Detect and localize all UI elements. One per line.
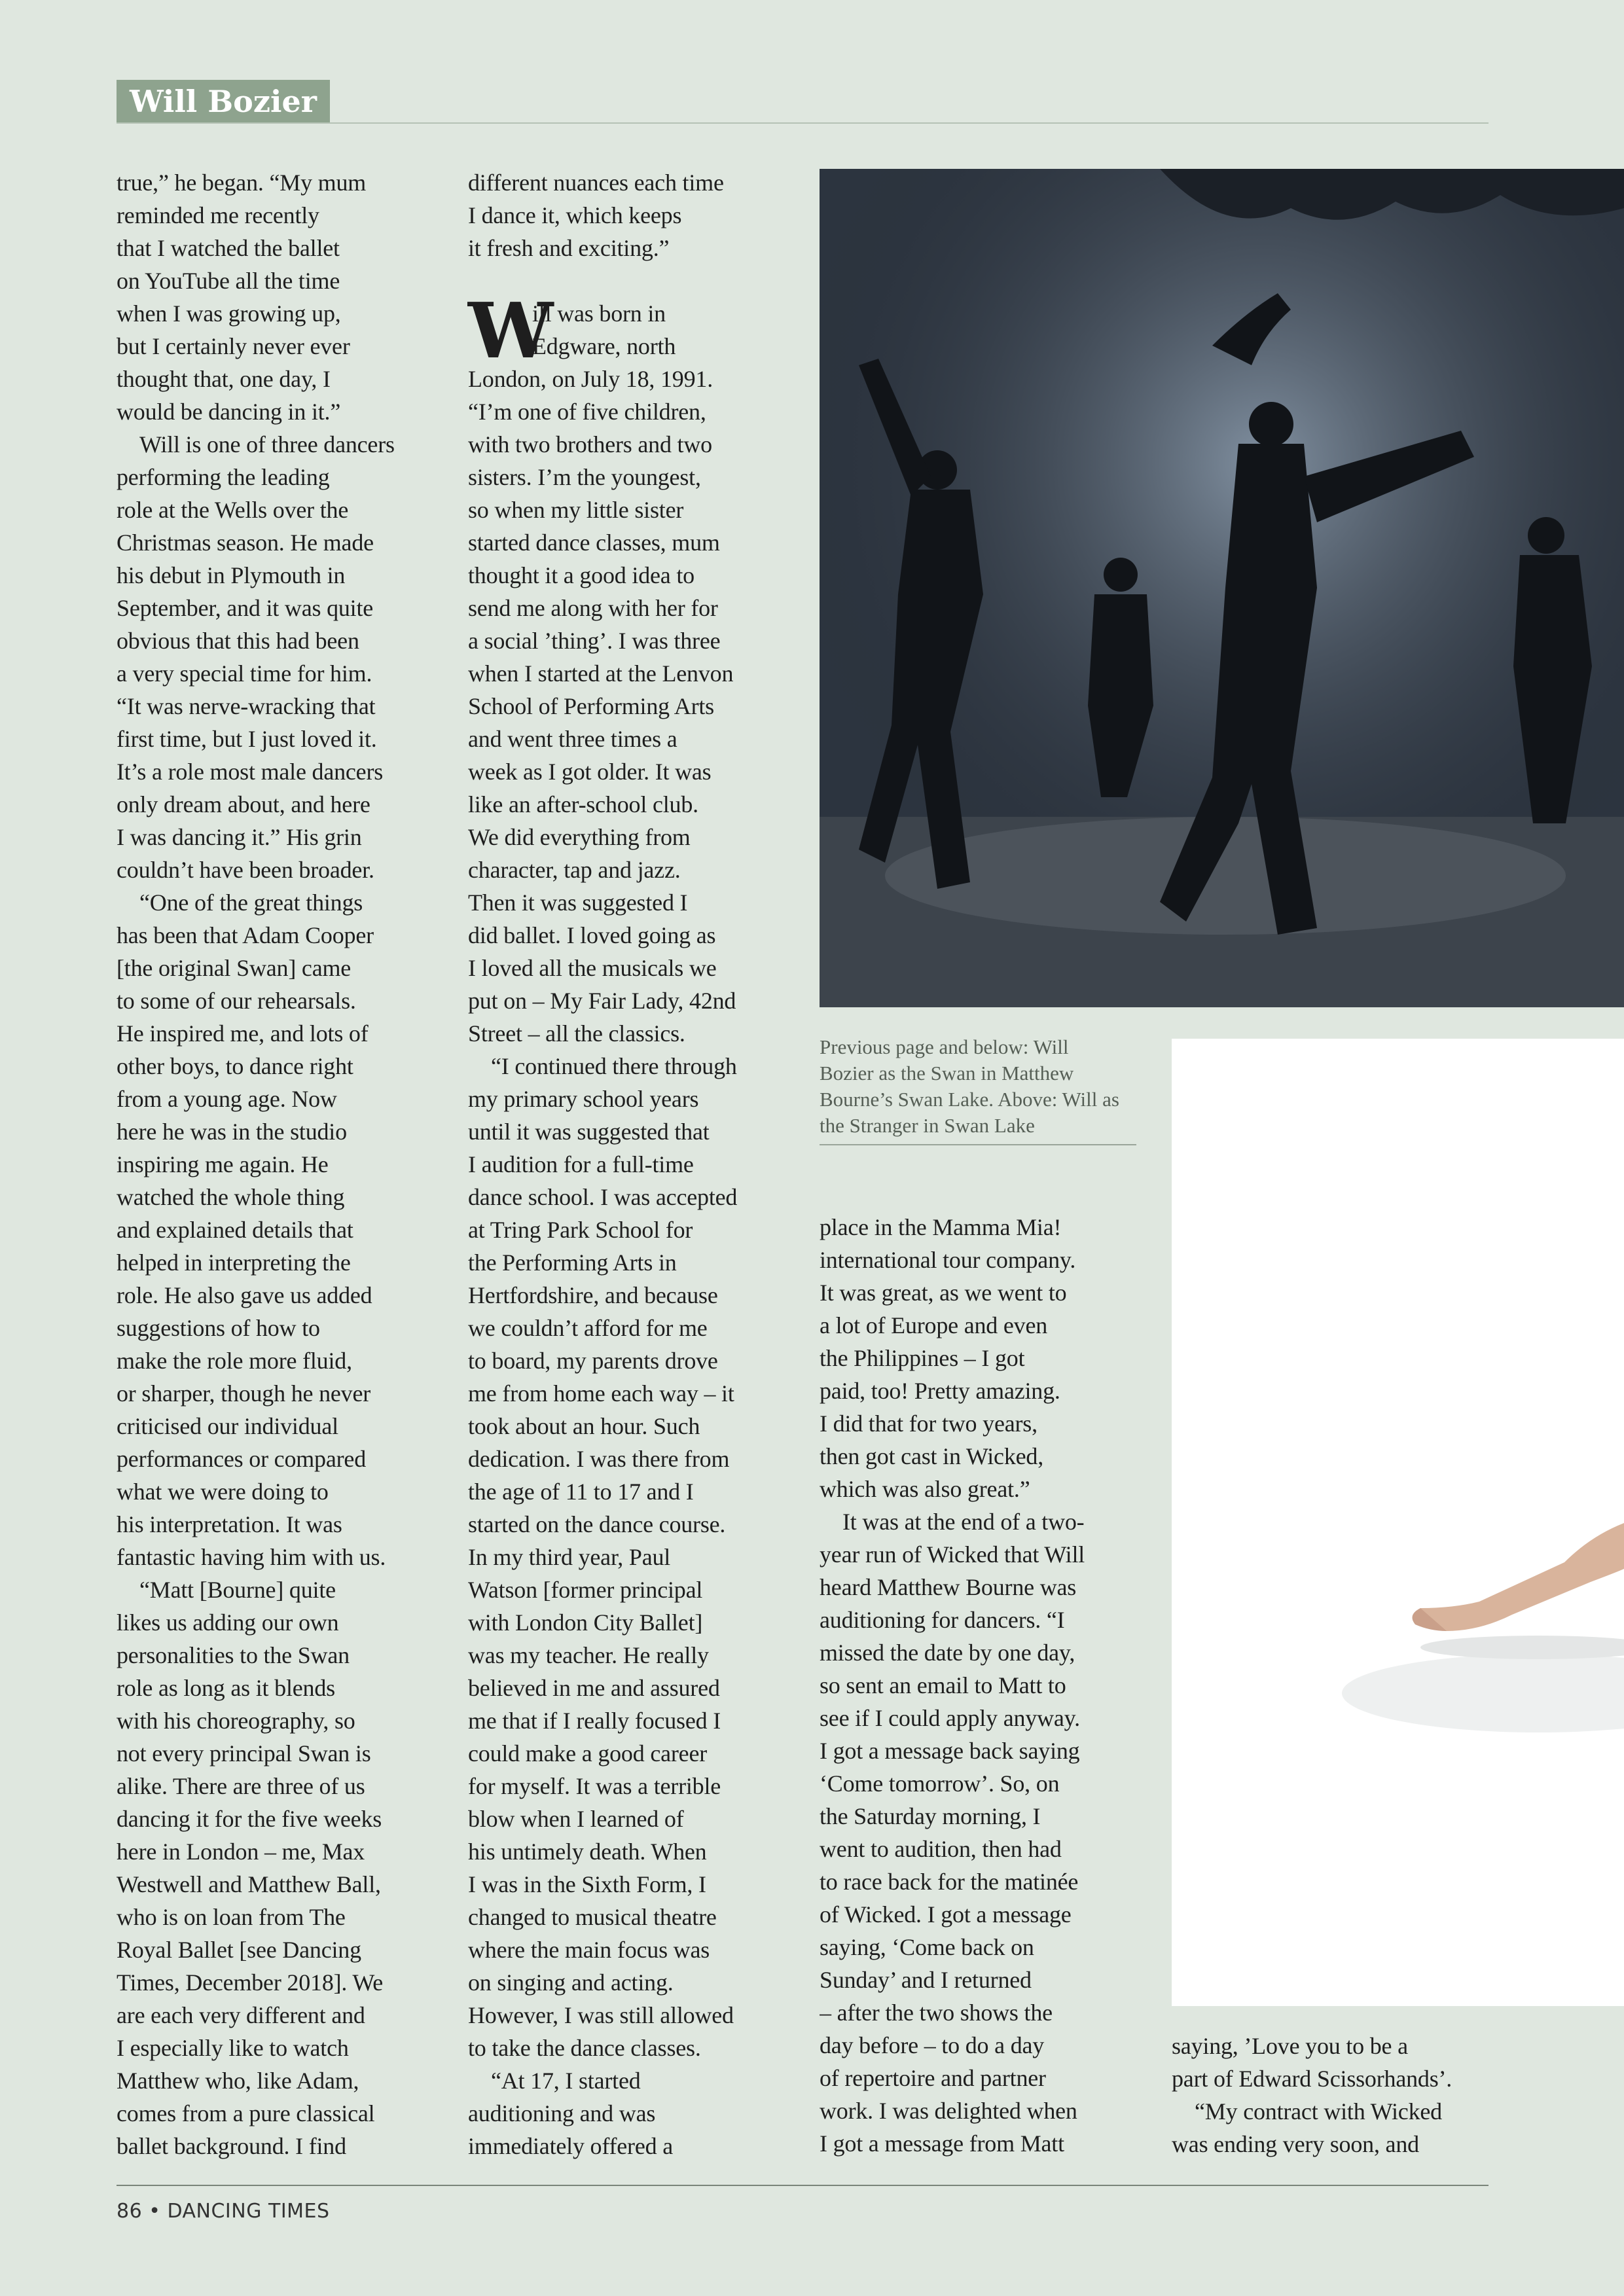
text-line: School of Performing Arts [468,693,714,719]
text-line: when I started at the Lenvon [468,660,734,687]
text-line: the Performing Arts in [468,1249,677,1276]
text-line: role as long as it blends [117,1675,335,1701]
article-column-3 [820,1211,1147,2160]
text-line: work. I was delighted when [820,2098,1077,2124]
column-2-body [468,363,795,2162]
text-line: on YouTube all the time [117,268,340,294]
swan-photo [1172,1039,1624,2006]
text-line: performances or compared [117,1446,367,1472]
text-line: year run of Wicked that Will [820,1541,1085,1568]
text-line: to some of our rehearsals. [117,988,356,1014]
caption-rule [820,1144,1136,1145]
text-line: could make a good career [468,1740,708,1767]
text-line: thought that, one day, I [117,366,331,392]
header-rule [117,122,1489,124]
footer-rule [117,2185,1489,2186]
text-line: we couldn’t afford for me [468,1315,708,1341]
text-line: “I’m one of five children, [468,399,706,425]
text-line: or sharper, though he never [117,1380,371,1407]
text-line: auditioning for dancers. “I [820,1607,1065,1633]
text-line: Christmas season. He made [117,529,374,556]
text-line: his interpretation. It was [117,1511,342,1537]
text-line: that I watched the ballet [117,235,340,261]
text-line: immediately offered a [468,2133,673,2159]
text-line: when I was growing up, [117,300,341,327]
text-line: couldn’t have been broader. [117,857,374,883]
text-line: likes us adding our own [117,1609,339,1636]
swan-photo-illustration [1172,1039,1624,2006]
text-line: paid, too! Pretty amazing. [820,1378,1060,1404]
dropcap-line-1: ill was born in [532,300,666,327]
text-line: Westwell and Matthew Ball, [117,1871,381,1897]
dropcap-paragraph-start [468,287,795,376]
text-line: and explained details that [117,1217,353,1243]
text-line: dance school. I was accepted [468,1184,738,1210]
text-line: here in London – me, Max [117,1839,365,1865]
text-line: true,” he began. “My mum [117,170,367,196]
text-line: I got a message back saying [820,1738,1080,1764]
text-line: It was at the end of a two- [842,1509,1085,1535]
text-line: London, on July 18, 1991. [468,366,713,392]
text-line: watched the whole thing [117,1184,345,1210]
text-line: I did that for two years, [820,1410,1038,1437]
text-line: saying, ’Love you to be a [1172,2033,1408,2059]
text-line: He inspired me, and lots of [117,1020,369,1047]
text-line: with London City Ballet] [468,1609,703,1636]
text-line: different nuances each time [468,170,724,196]
text-line: criticised our individual [117,1413,338,1439]
text-line: auditioning and was [468,2100,656,2126]
text-line: was ending very soon, and [1172,2131,1419,2157]
text-line: other boys, to dance right [117,1053,353,1079]
text-line: dedication. I was there from [468,1446,730,1472]
text-line: Bozier as the Swan in Matthew [820,1062,1074,1085]
text-line: Bourne’s Swan Lake. Above: Will as [820,1088,1119,1111]
text-line: Royal Ballet [see Dancing [117,1937,361,1963]
text-line: where the main focus was [468,1937,710,1963]
text-line: only dream about, and here [117,791,370,817]
text-line: like an after-school club. [468,791,698,817]
text-line: sisters. I’m the youngest, [468,464,701,490]
text-line: the age of 11 to 17 and I [468,1479,694,1505]
text-line: so when my little sister [468,497,684,523]
text-line: a very special time for him. [117,660,372,687]
text-line: me that if I really focused I [468,1708,721,1734]
text-line: dancing it for the five weeks [117,1806,382,1832]
stage-photo-illustration [820,169,1624,1007]
text-line: started on the dance course. [468,1511,726,1537]
text-line: missed the date by one day, [820,1640,1075,1666]
text-line: with his choreography, so [117,1708,355,1734]
text-line: ‘Come tomorrow’. So, on [820,1770,1060,1797]
text-line: was my teacher. He really [468,1642,709,1668]
text-line: I loved all the musicals we [468,955,717,981]
text-line: Sunday’ and I returned [820,1967,1032,1993]
text-line: changed to musical theatre [468,1904,717,1930]
text-line: which was also great.” [820,1476,1030,1502]
text-line: not every principal Swan is [117,1740,371,1767]
text-line: obvious that this had been [117,628,359,654]
text-line: his debut in Plymouth in [117,562,346,588]
text-line: and went three times a [468,726,677,752]
text-line: to race back for the matinée [820,1869,1079,1895]
text-line: character, tap and jazz. [468,857,681,883]
text-line: would be dancing in it.” [117,399,341,425]
text-line: Will is one of three dancers [139,431,395,457]
text-line: what we were doing to [117,1479,329,1505]
text-line: first time, but I just loved it. [117,726,377,752]
text-line: with two brothers and two [468,431,712,457]
text-line: heard Matthew Bourne was [820,1574,1077,1600]
text-line: In my third year, Paul [468,1544,671,1570]
text-line: send me along with her for [468,595,718,621]
text-line: see if I could apply anyway. [820,1705,1080,1731]
text-line: comes from a pure classical [117,2100,375,2126]
text-line: to board, my parents drove [468,1348,718,1374]
text-line: for myself. It was a terrible [468,1773,721,1799]
article-column-4 [1172,2030,1486,2161]
text-line: a social ’thing’. I was three [468,628,721,654]
text-line: ballet background. I find [117,2133,346,2159]
text-line: inspiring me again. He [117,1151,329,1177]
text-line: from a young age. Now [117,1086,337,1112]
text-line: the Stranger in Swan Lake [820,1114,1035,1137]
text-line: are each very different and [117,2002,365,2028]
dropcap-letter: W [468,287,554,376]
text-line: then got cast in Wicked, [820,1443,1043,1469]
text-line: believed in me and assured [468,1675,720,1701]
text-line: Watson [former principal [468,1577,703,1603]
text-line: Previous page and below: Will [820,1035,1069,1058]
text-line: I was dancing it.” His grin [117,824,362,850]
text-line: who is on loan from The [117,1904,346,1930]
text-line: It was great, as we went to [820,1280,1067,1306]
text-line: until it was suggested that [468,1119,710,1145]
text-line: a lot of Europe and even [820,1312,1048,1338]
text-line: However, I was still allowed [468,2002,734,2028]
text-line: Times, December 2018]. We [117,1969,384,1996]
text-line: here he was in the studio [117,1119,347,1145]
text-line: – after the two shows the [820,2000,1053,2026]
text-line: fantastic having him with us. [117,1544,386,1570]
text-line: alike. There are three of us [117,1773,365,1799]
section-tag: Will Bozier [117,80,330,123]
text-line: Hertfordshire, and because [468,1282,718,1308]
text-line: his untimely death. When [468,1839,707,1865]
text-line: “At 17, I started [491,2068,641,2094]
text-line: suggestions of how to [117,1315,320,1341]
text-line: started dance classes, mum [468,529,720,556]
article-column-1 [117,166,444,2162]
text-line: went to audition, then had [820,1836,1062,1862]
text-line: I audition for a full-time [468,1151,694,1177]
text-line: took about an hour. Such [468,1413,700,1439]
text-line: me from home each way – it [468,1380,734,1407]
text-line: “Matt [Bourne] quite [139,1577,336,1603]
text-line: “One of the great things [139,889,363,916]
text-line: put on – My Fair Lady, 42nd [468,988,736,1014]
text-line: international tour company. [820,1247,1076,1273]
text-line: it fresh and exciting.” [468,235,670,261]
text-line: thought it a good idea to [468,562,695,588]
text-line: role at the Wells over the [117,497,349,523]
text-line: week as I got older. It was [468,759,712,785]
article-column-2 [468,166,795,2162]
text-line: Street – all the classics. [468,1020,685,1047]
text-line: make the role more fluid, [117,1348,352,1374]
text-line: reminded me recently [117,202,319,228]
text-line: “It was nerve-wracking that [117,693,376,719]
text-line: my primary school years [468,1086,699,1112]
text-line: on singing and acting. [468,1969,674,1996]
text-line: It’s a role most male dancers [117,759,384,785]
text-line: saying, ‘Come back on [820,1934,1034,1960]
column-2-top [468,166,795,264]
text-line: of repertoire and partner [820,2065,1046,2091]
text-line: “I continued there through [491,1053,737,1079]
text-line: to take the dance classes. [468,2035,701,2061]
text-line: did ballet. I loved going as [468,922,716,948]
text-line: We did everything from [468,824,691,850]
text-line: has been that Adam Cooper [117,922,374,948]
text-line: blow when I learned of [468,1806,684,1832]
text-line: performing the leading [117,464,330,490]
text-line: “My contract with Wicked [1195,2098,1442,2125]
text-line: day before – to do a day [820,2032,1045,2058]
text-line: part of Edward Scissorhands’. [1172,2066,1453,2092]
text-line: so sent an email to Matt to [820,1672,1066,1698]
text-line: I especially like to watch [117,2035,349,2061]
text-line: place in the Mamma Mia! [820,1214,1062,1240]
text-line: Matthew who, like Adam, [117,2068,359,2094]
dropcap-line-2: Edgware, north [532,333,676,359]
text-line: the Philippines – I got [820,1345,1025,1371]
text-line: I was in the Sixth Form, I [468,1871,706,1897]
text-line: I dance it, which keeps [468,202,682,228]
text-line: personalities to the Swan [117,1642,350,1668]
text-line: helped in interpreting the [117,1249,351,1276]
page-footer: 86 • DANCING TIMES [117,2200,330,2223]
text-line: role. He also gave us added [117,1282,372,1308]
text-line: [the original Swan] came [117,955,352,981]
text-line: but I certainly never ever [117,333,350,359]
text-line: at Tring Park School for [468,1217,693,1243]
photo-caption [820,1034,1136,1139]
text-line: of Wicked. I got a message [820,1901,1072,1928]
stranger-photo [820,169,1624,1007]
text-line: Then it was suggested I [468,889,688,916]
text-line: September, and it was quite [117,595,374,621]
text-line: I got a message from Matt [820,2130,1064,2157]
text-line: the Saturday morning, I [820,1803,1041,1829]
